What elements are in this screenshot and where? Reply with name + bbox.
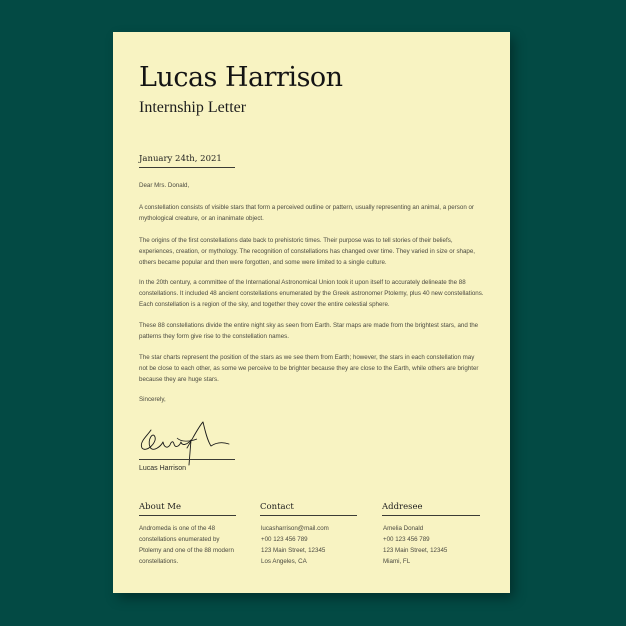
about-divider: [139, 515, 236, 516]
addressee-details: [383, 523, 483, 567]
document-subtitle: Internship Letter: [139, 99, 247, 116]
about-heading: About Me: [139, 502, 182, 512]
paragraph-1: A constellation consists of visible stars that form a perceived outline or pattern, usually representing an animal, a person or mythological creature, or an inanimate object.: [139, 204, 474, 222]
author-name: Lucas Harrison: [139, 62, 343, 93]
addressee-name: Amelia Donald: [383, 525, 424, 532]
greeting: Dear Mrs. Donald,: [139, 182, 190, 189]
contact-heading: Contact: [260, 502, 294, 512]
addressee-heading: Addresee: [382, 502, 423, 512]
about-text: Andromeda is one of the 48 constellations enumerated by Ptolemy and one of the 88 modern constellations.: [139, 525, 234, 565]
paragraph-5: The star charts represent the position of the stars as we see them from Earth; however, the stars in each constellation may not be close to each other, as some we perceive to be brighter because they are close to the Earth, while others are brighter because they are huge stars.: [139, 354, 479, 383]
paragraph-4: These 88 constellations divide the entire night sky as seen from Earth. Star maps are made from the brightest stars, and the patterns they form give rise to the constellation names.: [139, 322, 479, 340]
signature-line: [139, 459, 235, 460]
contact-city: Los Angeles, CA: [261, 558, 307, 565]
signature-name: Lucas Harrison: [139, 465, 187, 472]
contact-email[interactable]: lucasharrison@mail.com: [261, 525, 329, 532]
letter-date: January 24th, 2021: [139, 154, 222, 164]
contact-details: [261, 523, 361, 567]
addressee-phone: +00 123 456 789: [383, 536, 430, 543]
handwritten-signature-icon: [137, 420, 237, 468]
addressee-city: Miami, FL: [383, 558, 411, 565]
contact-divider: [260, 515, 357, 516]
paragraph-2: The origins of the first constellations date back to prehistoric times. Their purpose was to tell stories of their beliefs, experiences, creation, or mythology. The recognition of constellations has changed over time. They varied in size or shape, others became popular and then were forgotten, and some were limited to a single culture.: [139, 237, 476, 266]
addressee-street: 123 Main Street, 12345: [383, 547, 448, 554]
contact-street: 123 Main Street, 12345: [261, 547, 326, 554]
paragraph-3: In the 20th century, a committee of the International Astronomical Union took it upon itself to accurately delineate the 88 constellations. It included 48 ancient constellations enumerated by the Greek astronomer Ptolemy, plus 40 new constellations. Each constellation is a region of the sky, and together they cover the entire celestial sphere.: [139, 279, 484, 308]
contact-phone: +00 123 456 789: [261, 536, 308, 543]
letter-page: [113, 32, 510, 593]
addressee-divider: [382, 515, 480, 516]
closing: Sincerely,: [139, 396, 166, 403]
date-divider: [139, 167, 235, 168]
